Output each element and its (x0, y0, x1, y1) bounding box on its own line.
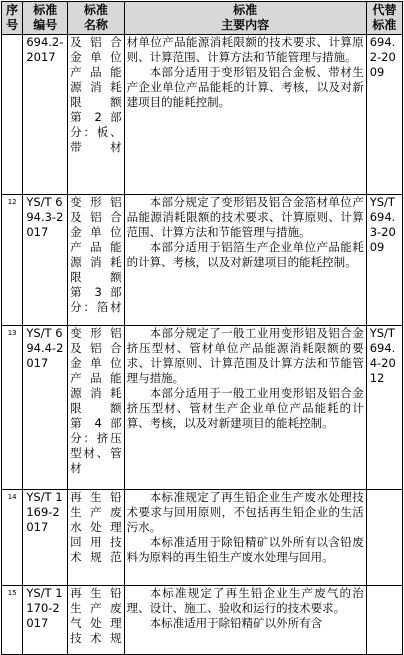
standard-name-line: 回 用 技 (70, 535, 122, 549)
main-content-paragraph: 本部分适用于铝箔生产企业单位产品能耗的计算、考核，以及对新建项目的能耗控制。 (126, 240, 364, 269)
standard-name-line: 金 单 位 (70, 225, 122, 239)
standard-name-line: 第 2 部 (70, 110, 122, 124)
header-replaced-standard: 代替 标准 (366, 2, 402, 35)
main-content-paragraph: 本部分规定了变形铝及铝合金箔材单位产品能源消耗限额的技术要求、计算原则、计算范围、计算方法和节能管理与措施。 (126, 195, 364, 239)
standard-name-line: 及 铝 合 (70, 35, 122, 49)
standard-name-line: 水 处 理 (70, 520, 122, 534)
standard-name-line: 变 形 铝 (70, 326, 122, 340)
standard-name-line: 变 形 铝 (70, 195, 122, 209)
cell-serial-number: 14 (2, 490, 23, 586)
cell-main-content (124, 35, 366, 195)
standard-name-line: 及 铝 合 (70, 210, 122, 224)
standard-name-line: 源 消 耗 (70, 80, 122, 94)
main-content-paragraph: 本部分规定了一般工业用变形铝及铝合金挤压型材、管材单位产品能源消耗限额的要求、计算原则、计算范围及计算方法和节能管理与措施。 (126, 326, 364, 385)
cell-serial-number: 13 (2, 326, 23, 490)
standard-name-line: 限 额 (70, 401, 122, 415)
cell-standard-name (68, 586, 125, 655)
cell-serial-number (2, 35, 23, 195)
cell-main-content (124, 586, 366, 655)
table-row (2, 586, 403, 655)
cell-standard-name (68, 490, 125, 586)
standard-name-line: 第 4 部 (70, 416, 122, 430)
main-content-paragraph: 材单位产品能源消耗限额的技术要求、计算原则、计算范围、计算方法和节能管理与措施。 (126, 35, 364, 64)
table-row (2, 490, 403, 586)
main-content-paragraph: 本标准规定了再生铅企业生产废水处理技术要求与回用原则，不包括再生铅企业的生活污水。 (126, 490, 364, 534)
cell-serial-number: 15 (2, 586, 23, 655)
main-content-paragraph: 本部分适用于一般工业用变形铝及铝合金挤压型材、管材生产企业单位产品能耗的计算、考核，以及对新建项目的能耗控制。 (126, 386, 364, 430)
standard-name-line: 气 处 理 (70, 616, 122, 630)
cell-standard-code: YS/T 1169-2017 (23, 490, 68, 586)
cell-standard-code: YS/T 694.3-2017 (23, 195, 68, 326)
cell-standard-name (68, 195, 125, 326)
cell-replaced-standard: 694.2-2009 (366, 35, 402, 195)
cell-main-content (124, 490, 366, 586)
main-content-paragraph: 本标准适用于除铅精矿以外所有含 (149, 616, 323, 630)
header-main-content: 标准 主要内容 (124, 2, 366, 35)
standard-name-line: 分：挤压 (70, 431, 122, 445)
standard-name-line: 术规范 (70, 550, 122, 564)
main-content-paragraph: 本部分适用于变形铝及铝合金板、带材生产企业单位产品能耗的计算、考核，以及对新建项目的能耗控制。 (126, 65, 364, 109)
cell-main-content (124, 326, 366, 490)
standard-name-line: 金 单 位 (70, 50, 122, 64)
standard-name-line: 材 (70, 461, 82, 475)
cell-replaced-standard: YS/T 694.4-2012 (366, 326, 402, 490)
cell-main-content (124, 195, 366, 326)
standard-name-line: 技 术 规 (70, 631, 122, 645)
standard-name-line: 再 生 铅 (70, 490, 122, 504)
table-row (2, 195, 403, 326)
standard-name-line: 分：板、 (70, 125, 122, 139)
cell-standard-code: YS/T 1170-2017 (23, 586, 68, 655)
standard-name-line: 源 消 耗 (70, 255, 122, 269)
table-row (2, 35, 403, 195)
cell-replaced-standard (366, 586, 402, 655)
standard-name-line: 限 额 (70, 95, 122, 109)
table-row (2, 326, 403, 490)
standard-name-line: 限 额 (70, 270, 122, 284)
standard-name-line: 产 品 能 (70, 65, 122, 79)
standard-name-line: 产 品 能 (70, 240, 122, 254)
standard-name-line: 型材、管 (70, 446, 122, 460)
standard-name-line: 及 铝 合 (70, 341, 122, 355)
standard-name-line: 分：箔材 (70, 300, 122, 314)
main-content-paragraph: 本标准规定了再生铅企业生产废气的治理、设计、施工、验收和运行的技术要求。 (126, 586, 364, 615)
standard-name-line: 生 产 废 (70, 601, 122, 615)
cell-standard-code: YS/T 694.4-2017 (23, 326, 68, 490)
cell-serial-number: 12 (2, 195, 23, 326)
main-content-paragraph: 本标准适用于除铅精矿以外所有以含铅废料为原料的再生铅生产废水处理与回用。 (126, 535, 364, 564)
standards-table (1, 1, 403, 655)
cell-replaced-standard (366, 490, 402, 586)
standard-name-line: 生 产 废 (70, 505, 122, 519)
cell-standard-name (68, 326, 125, 490)
standard-name-line: 金 单 位 (70, 356, 122, 370)
standard-name-line: 带材 (70, 140, 122, 154)
standard-name-line: 再 生 铅 (70, 586, 122, 600)
cell-replaced-standard: YS/T 694.3-2009 (366, 195, 402, 326)
standard-name-line: 第 3 部 (70, 285, 122, 299)
cell-standard-code: 694.2-2017 (23, 35, 68, 195)
header-serial-number: 序 号 (2, 2, 23, 35)
cell-standard-name (68, 35, 125, 195)
standard-name-line: 源 消 耗 (70, 386, 122, 400)
header-standard-code: 标准 编号 (23, 2, 68, 35)
standard-name-line: 产 品 能 (70, 371, 122, 385)
table-header-row (2, 2, 403, 35)
header-standard-name: 标准 名称 (68, 2, 125, 35)
